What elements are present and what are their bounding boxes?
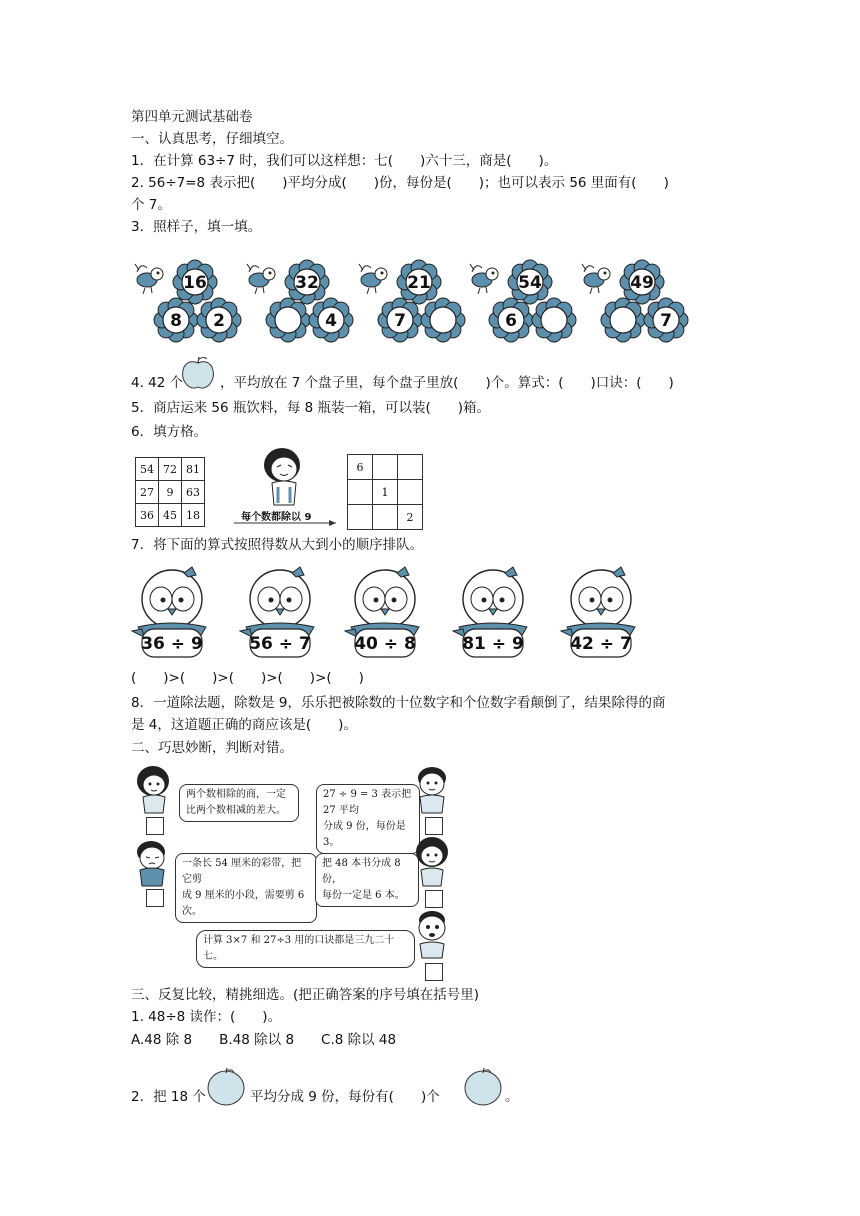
arrow-label: 每个数都除以 9	[241, 512, 312, 523]
bee-icon	[247, 264, 275, 294]
flower-left[interactable]	[266, 298, 310, 342]
section3-question-2-end: 。	[505, 1089, 519, 1105]
flower-number: 8	[170, 311, 182, 331]
grid-cell: 1	[373, 480, 398, 505]
flower-right[interactable]	[644, 298, 688, 342]
owl-expression: 40 ÷ 8	[354, 634, 416, 654]
judge-box-1[interactable]	[146, 817, 164, 835]
grid-cell[interactable]	[373, 455, 398, 480]
grid-cell[interactable]	[398, 455, 423, 480]
statement-bubble-2	[316, 784, 420, 854]
grid-cell[interactable]	[348, 480, 373, 505]
number-grid-left	[135, 457, 205, 527]
bee-icon	[359, 264, 387, 294]
page-title: 第四单元测试基础卷	[131, 109, 253, 125]
flower-number: 32	[295, 273, 319, 293]
bee-icon	[135, 264, 163, 294]
owl-expression: 36 ÷ 9	[141, 634, 203, 654]
grid-cell: 36	[136, 504, 159, 527]
flower-top	[397, 260, 441, 304]
grid-cell: 18	[182, 504, 205, 527]
orange-icon	[463, 1065, 503, 1107]
section1-heading: 一、认真思考，仔细填空。	[131, 131, 293, 147]
owl-expression: 81 ÷ 9	[462, 634, 524, 654]
flower-group	[578, 252, 690, 344]
question-3: 3．照样子，填一填。	[131, 219, 262, 235]
question-2-line1: 2. 56÷7=8 表示把( )平均分成( )份，每份是( )；也可以表示 56 里面有( )	[131, 175, 669, 191]
flower-group	[355, 252, 467, 344]
grid-cell: 54	[136, 458, 159, 481]
bee-icon	[582, 264, 610, 294]
grid-cell: 6	[348, 455, 373, 480]
owl-card	[128, 563, 210, 659]
owl-card	[557, 563, 639, 659]
question-8-line1: 8．一道除法题，除数是 9，乐乐把被除数的十位数字和个位数字看颠倒了，结果除得的商	[131, 695, 666, 711]
grid-cell: 2	[398, 505, 423, 530]
bubble-text: 一条长 54 厘米的彩带，把它剪	[182, 858, 302, 885]
statement-bubble-5	[196, 930, 415, 968]
flower-right[interactable]	[309, 298, 353, 342]
question-8-line2: 是 4，这道题正确的商应该是( )。	[131, 717, 357, 733]
section2-heading: 二、巧思妙断，判断对错。	[131, 740, 293, 756]
bee-icon	[470, 264, 498, 294]
grid-cell[interactable]	[398, 480, 423, 505]
grid-cell: 81	[182, 458, 205, 481]
flower-left[interactable]	[378, 298, 422, 342]
flower-group	[243, 252, 355, 344]
girl-right-middle	[410, 834, 454, 890]
owl-expression: 42 ÷ 7	[570, 634, 632, 654]
section3-heading: 三、反复比较，精挑细选。(把正确答案的序号填在括号里)	[131, 987, 480, 1003]
section3-question-2-text: 平均分成 9 份，每份有( )个	[250, 1089, 440, 1105]
grid-cell[interactable]	[348, 505, 373, 530]
question-2-line2: 个 7。	[131, 197, 171, 213]
flower-left[interactable]	[601, 298, 645, 342]
flower-number: 49	[630, 273, 654, 293]
flower-number: 2	[213, 311, 225, 331]
flower-right[interactable]	[197, 298, 241, 342]
flower-number: 7	[394, 311, 406, 331]
flower-number: 54	[518, 273, 542, 293]
grid-cell: 45	[159, 504, 182, 527]
flower-number: 21	[407, 273, 431, 293]
flower-number: 4	[325, 311, 337, 331]
question-6: 6．填方格。	[131, 424, 208, 440]
bubble-text: 成 9 厘米的小段，需要剪 6 次。	[182, 890, 305, 917]
number-grid-right	[347, 454, 423, 530]
section3-question-2-prefix: 2．把 18 个	[131, 1089, 206, 1105]
flower-right[interactable]	[532, 298, 576, 342]
apple-icon	[179, 355, 217, 391]
question-4-prefix: 4. 42 个	[131, 375, 184, 391]
question-7: 7．将下面的算式按照得数从大到小的顺序排队。	[131, 537, 424, 553]
grid-cell: 9	[159, 481, 182, 504]
question-1: 1．在计算 63÷7 时，我们可以这样想：七( )六十三，商是( )。	[131, 153, 558, 169]
order-blanks: ( )>( )>( )>( )>( )	[131, 670, 364, 686]
judge-box-2[interactable]	[425, 817, 443, 835]
owl-expression: 56 ÷ 7	[249, 634, 311, 654]
bubble-text: 计算 3×7 和 27÷3 用的口诀都是三九二十七。	[203, 935, 395, 962]
flower-number: 16	[183, 273, 207, 293]
judge-box-5[interactable]	[425, 963, 443, 981]
owl-card	[236, 563, 318, 659]
grid-cell: 63	[182, 481, 205, 504]
orange-icon	[206, 1065, 246, 1107]
flower-number: 6	[505, 311, 517, 331]
owl-card	[341, 563, 423, 659]
statement-bubble-4	[315, 853, 419, 907]
boy-left-middle	[130, 838, 176, 890]
flower-top	[508, 260, 552, 304]
statement-bubble-3	[175, 853, 317, 923]
grid-cell[interactable]	[373, 505, 398, 530]
flower-left[interactable]	[489, 298, 533, 342]
flower-group	[131, 252, 243, 344]
bubble-text: 把 48 本书分成 8 份，	[322, 858, 401, 885]
bubble-text: 每份一定是 6 本。	[322, 890, 405, 901]
section3-question-1: 1. 48÷8 读作：( )。	[131, 1009, 282, 1025]
flower-top	[173, 260, 217, 304]
owl-card	[449, 563, 531, 659]
flower-left[interactable]	[154, 298, 198, 342]
flower-number: 7	[660, 311, 672, 331]
grid-cell: 27	[136, 481, 159, 504]
grid-cell: 72	[159, 458, 182, 481]
boy-right-top	[410, 762, 452, 818]
bubble-text: 27 ÷ 9 = 3 表示把 27 平均	[323, 789, 412, 816]
statement-bubble-1	[179, 784, 299, 822]
question-4-text: ，平均放在 7 个盘子里，每个盘子里放( )个。算式：( )口诀：( )	[220, 375, 674, 391]
bubble-text: 两个数相除的商，一定	[186, 789, 286, 800]
flower-top	[620, 260, 664, 304]
judge-box-3[interactable]	[146, 889, 164, 907]
flower-right[interactable]	[421, 298, 465, 342]
bubble-text: 分成 9 份，每份是 3。	[323, 821, 406, 848]
girl-left-top	[131, 763, 177, 819]
question-5: 5．商店运来 56 瓶饮料，每 8 瓶装一箱，可以装( )箱。	[131, 400, 491, 416]
flower-top	[285, 260, 329, 304]
boy-right-bottom	[410, 906, 454, 962]
section3-options: A.48 除 8 B.48 除以 8 C.8 除以 48	[131, 1032, 397, 1048]
bubble-text: 比两个数相减的差大。	[186, 805, 286, 816]
flower-group	[466, 252, 578, 344]
